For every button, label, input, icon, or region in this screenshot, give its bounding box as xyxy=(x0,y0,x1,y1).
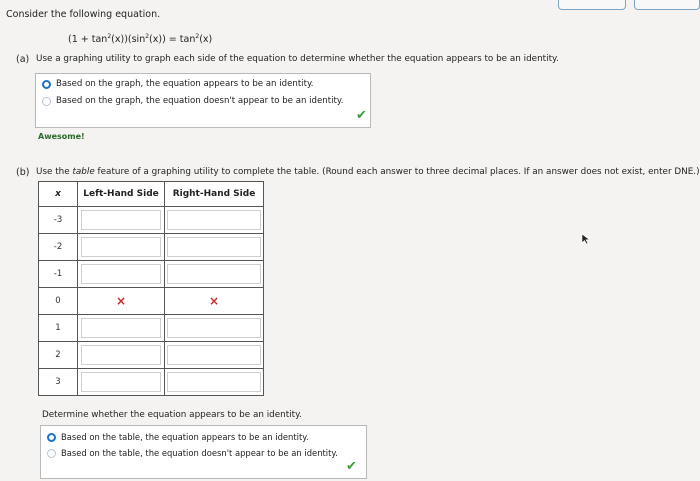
rhs-cell[interactable] xyxy=(165,207,264,234)
header-rhs: Right-Hand Side xyxy=(165,182,264,207)
x-value: -1 xyxy=(39,261,78,288)
rhs-input[interactable] xyxy=(167,345,261,365)
x-value: -2 xyxy=(39,234,78,261)
header-x: x xyxy=(39,182,78,207)
rhs-cell[interactable] xyxy=(165,369,264,396)
feedback-text: Awesome! xyxy=(38,132,85,141)
rhs-input[interactable] xyxy=(167,264,261,284)
rhs-input[interactable] xyxy=(167,210,261,230)
table-row xyxy=(39,261,264,288)
part-a-option-2[interactable] xyxy=(42,95,362,109)
rhs-cell[interactable] xyxy=(165,234,264,261)
lhs-input[interactable] xyxy=(81,237,161,257)
equation: $(1 + \tan^2(x))(\sin^2(x)) = \tan^2(x)$ xyxy=(68,33,213,46)
radio-unselected[interactable] xyxy=(47,449,56,458)
rhs-cell[interactable] xyxy=(165,288,264,315)
lhs-input[interactable] xyxy=(81,345,161,365)
part-b-question: Use the table feature of a graphing utility to complete the table. (Round each answer to three decimal places. If an answer does not exist, enter DNE.) xyxy=(36,167,700,177)
table-row xyxy=(39,234,264,261)
part-a-label: (a) xyxy=(16,54,30,65)
prompt-text: Consider the following equation. xyxy=(6,9,161,20)
x-value: 2 xyxy=(39,342,78,369)
determine-text: Determine whether the equation appears to be an identity. xyxy=(42,410,302,420)
lhs-cell[interactable] xyxy=(78,234,165,261)
part-b-choices xyxy=(40,425,367,479)
table-row xyxy=(39,342,264,369)
top-tab-right xyxy=(634,0,700,10)
radio-unselected[interactable] xyxy=(42,97,51,106)
mouse-pointer-icon xyxy=(581,233,591,245)
rhs-input[interactable] xyxy=(167,318,261,338)
part-b-label: (b) xyxy=(16,167,30,178)
table-header-row xyxy=(39,182,264,207)
part-a-option-1[interactable] xyxy=(42,78,362,92)
part-a-choices xyxy=(35,73,371,128)
x-value: 0 xyxy=(39,288,78,315)
table-row xyxy=(39,315,264,342)
rhs-cell[interactable] xyxy=(165,261,264,288)
x-value: 3 xyxy=(39,369,78,396)
checkmark-icon: ✔ xyxy=(346,459,357,474)
option-label: Based on the table, the equation doesn't appear to be an identity. xyxy=(61,448,338,458)
part-b-option-1[interactable] xyxy=(47,431,357,445)
incorrect-x-icon: × xyxy=(115,294,127,308)
option-label: Based on the graph, the equation appears to be an identity. xyxy=(56,79,314,89)
rhs-input[interactable] xyxy=(167,237,261,257)
lhs-cell[interactable] xyxy=(78,288,165,315)
lhs-input[interactable] xyxy=(81,264,161,284)
values-table xyxy=(38,181,264,396)
lhs-input[interactable] xyxy=(81,210,161,230)
part-b-option-2[interactable] xyxy=(47,447,357,461)
x-value: -3 xyxy=(39,207,78,234)
top-tab-left xyxy=(558,0,626,10)
rhs-cell[interactable] xyxy=(165,315,264,342)
lhs-cell[interactable] xyxy=(78,261,165,288)
checkmark-icon: ✔ xyxy=(356,108,367,123)
radio-selected[interactable] xyxy=(47,433,56,442)
lhs-input[interactable] xyxy=(81,372,161,392)
incorrect-x-icon: × xyxy=(208,294,220,308)
table-row xyxy=(39,369,264,396)
lhs-cell[interactable] xyxy=(78,369,165,396)
option-label: Based on the table, the equation appears to be an identity. xyxy=(61,432,309,442)
radio-selected[interactable] xyxy=(42,80,51,89)
part-a-question: Use a graphing utility to graph each side of the equation to determine whether the equation appears to be an identity. xyxy=(36,54,559,64)
table-row xyxy=(39,207,264,234)
x-value: 1 xyxy=(39,315,78,342)
rhs-cell[interactable] xyxy=(165,342,264,369)
table-row xyxy=(39,288,264,315)
rhs-input[interactable] xyxy=(167,372,261,392)
lhs-cell[interactable] xyxy=(78,315,165,342)
header-lhs: Left-Hand Side xyxy=(78,182,165,207)
lhs-cell[interactable] xyxy=(78,342,165,369)
lhs-cell[interactable] xyxy=(78,207,165,234)
lhs-input[interactable] xyxy=(81,318,161,338)
option-label: Based on the graph, the equation doesn't appear to be an identity. xyxy=(56,96,344,106)
